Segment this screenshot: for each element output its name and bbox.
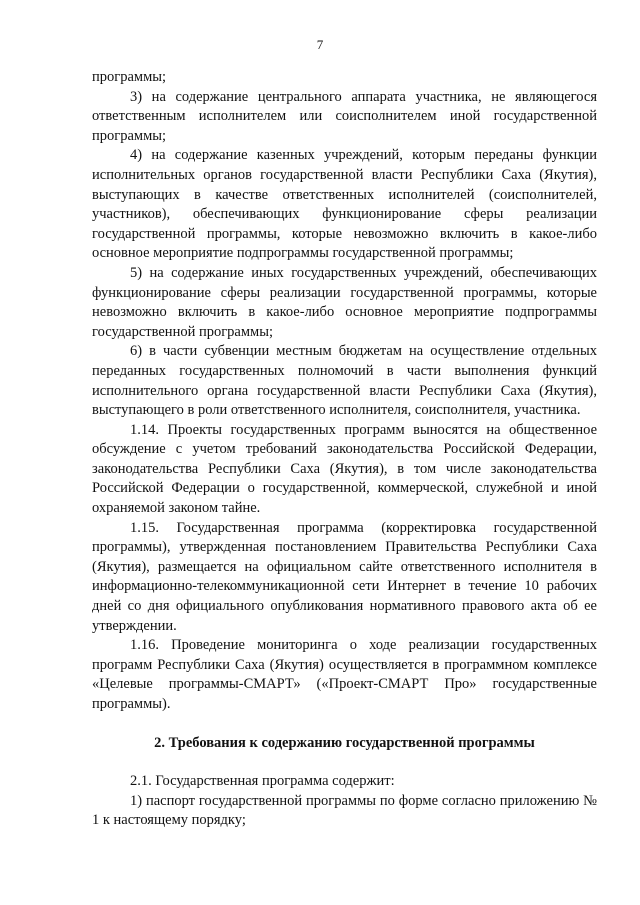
page-number: 7	[316, 37, 324, 52]
paragraph-item-6: 6) в части субвенции местным бюджетам на осуществление отдельных переданных государственных полномочий в части выполнения функций исполнительного органа государственной власти Республики Саха (Якутия), выступающего в роли ответственного исполнителя, соисполнителя, участника.	[92, 343, 597, 419]
paragraph-1-14: 1.14. Проекты государственных программ выносятся на общественное обсуждение с учетом требований законодательства Российской Федерации, законодательства Республики Саха (Якутия), в том числе законодательства Российской Федерации о государственной, коммерческой, служебной и иной охраняемой законом тайне.	[92, 421, 597, 517]
paragraph-item-3: 3) на содержание центрального аппарата участника, не являющегося ответственным исполнителем или соисполнителем иной государственной программы;	[92, 88, 597, 144]
paragraph-item-5: 5) на содержание иных государственных учреждений, обеспечивающих функционирование сферы реализации государственной программы, которые невозможно включить в какое-либо основное мероприятие подпрограммы государственной программы;	[92, 264, 597, 340]
paragraph-1-15: 1.15. Государственная программа (корректировка государственной программы), утвержденная постановлением Правительства Республики Саха (Якутия), размещается на официальном сайте ответственного исполнителя в информационно-телекоммуникационной сети Интернет в течение 10 рабочих дней со дня официального опубликования нормативного правового акта об ее утверждении.	[92, 519, 597, 634]
paragraph-continuation: программы;	[92, 69, 167, 85]
document-body	[92, 68, 597, 831]
paragraph-item-4: 4) на содержание казенных учреждений, которым переданы функции исполнительных органов государственной власти Республики Саха (Якутия), выступающих в качестве ответственных исполнителей (соисполнителей, участников), обеспечивающих функционирование сферы реализации государственной программы, которые невозможно включить в какое-либо основное мероприятие подпрограммы государственной программы;	[92, 147, 597, 262]
paragraph-2-1-item-1: 1) паспорт государственной программы по форме согласно приложению № 1 к настоящему порядку;	[92, 792, 597, 829]
paragraph-1-16: 1.16. Проведение мониторинга о ходе реализации государственных программ Республики Саха (Якутия) осуществляется в программном комплексе «Целевые программы-СМАРТ» («Проект-СМАРТ Про» государственные программы).	[92, 637, 597, 712]
section-heading: 2. Требования к содержанию государственной программы	[154, 734, 535, 751]
paragraph-2-1: 2.1. Государственная программа содержит:	[130, 773, 395, 790]
